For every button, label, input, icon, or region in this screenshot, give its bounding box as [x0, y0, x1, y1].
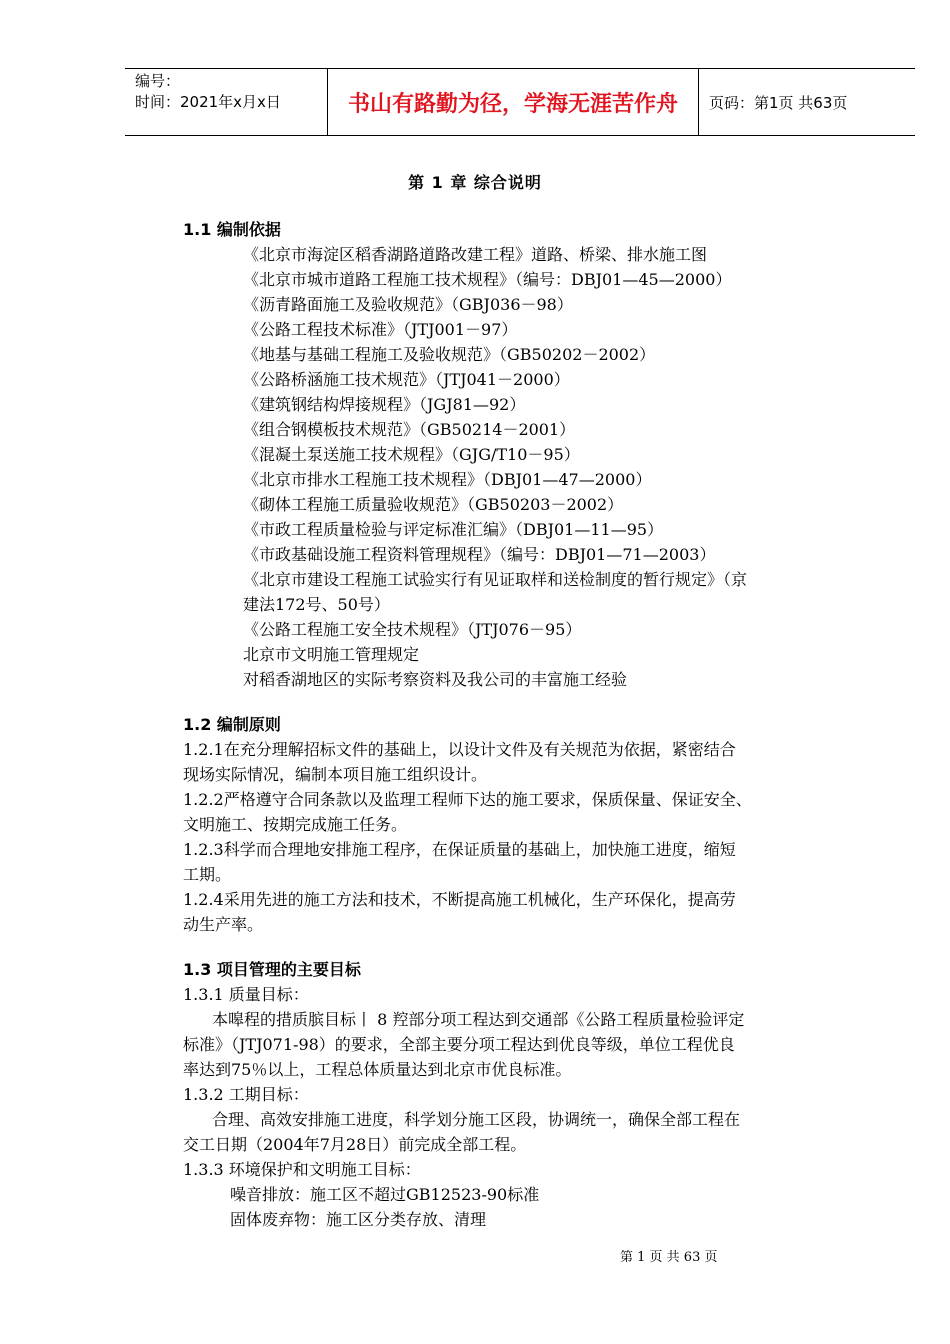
basis-item: 《地基与基础工程施工及验收规范》（GB50202－2002） [243, 345, 656, 364]
principle-line: 工期。 [183, 865, 232, 884]
basis-item: 对稻香湖地区的实际考察资料及我公司的丰富施工经验 [243, 670, 628, 689]
principle-line: 1.2.1在充分理解招标文件的基础上，以设计文件及有关规范为依据，紧密结合 [183, 740, 736, 759]
period-goal-line: 合理、高效安排施工进度，科学划分施工区段，协调统一，确保全部工程在 [212, 1110, 741, 1129]
quality-goal-line: 率达到75％以上，工程总体质量达到北京市优良标准。 [183, 1060, 572, 1079]
env-goal-line: 固体废弃物：施工区分类存放、清理 [230, 1210, 487, 1229]
document-body [183, 217, 863, 1232]
principle-line: 现场实际情况，编制本项目施工组织设计。 [183, 765, 488, 784]
principle-line: 动生产率。 [183, 915, 264, 934]
basis-item: 北京市文明施工管理规定 [243, 645, 420, 664]
quality-goal-title: 1.3.1 质量目标： [183, 985, 309, 1004]
basis-item: 《公路工程技术标准》（JTJ001－97） [243, 320, 518, 339]
basis-item: 建法172号、50号） [243, 595, 390, 614]
basis-item: 《北京市排水工程施工技术规程》（DBJ01—47—2000） [243, 470, 652, 489]
quality-goal-line: 标准》（JTJ071-98）的要求，全部主要分项工程达到优良等级，单位工程优良 [183, 1035, 735, 1054]
chapter-title: 第 1 章 综合说明 [408, 173, 542, 192]
time-label: 时间：2021年x月x日 [135, 93, 281, 111]
env-goal-title: 1.3.3 环境保护和文明施工目标： [183, 1160, 421, 1179]
basis-item: 《公路工程施工安全技术规程》（JTJ076－95） [243, 620, 582, 639]
number-label: 编号： [135, 72, 181, 90]
principle-line: 1.2.2严格遵守合同条款以及监理工程师下达的施工要求，保质保量、保证安全、 [183, 790, 752, 809]
basis-item: 《公路桥涵施工技术规范》（JTJ041－2000） [243, 370, 570, 389]
basis-item: 《北京市城市道路工程施工技术规程》（编号：DBJ01—45—2000） [243, 270, 732, 289]
section-1-1-title: 1.1 编制依据 [183, 220, 281, 239]
basis-item: 《组合钢模板技术规范》（GB50214－2001） [243, 420, 576, 439]
basis-item: 《混凝土泵送施工技术规程》（GJG/T10－95） [243, 445, 580, 464]
basis-item: 《市政工程质量检验与评定标准汇编》（DBJ01—11—95） [243, 520, 664, 539]
header-motto: 书山有路勤为径，学海无涯苦作舟 [327, 69, 699, 135]
basis-item: 《砌体工程施工质量验收规范》（GB50203－2002） [243, 495, 624, 514]
basis-item: 《北京市建设工程施工试验实行有见证取样和送检制度的暂行规定》（京 [243, 570, 748, 589]
period-goal-title: 1.3.2 工期目标： [183, 1085, 309, 1104]
basis-item: 《建筑钢结构焊接规程》（JGJ81—92） [243, 395, 526, 414]
principles-text [183, 737, 863, 937]
quality-goal-line: 本嗥程的措质膑目标丨 8 羫部分项工程达到交通部《公路工程质量检验评定 [212, 1010, 745, 1029]
period-goal-line: 交工日期（2004年7月28日）前完成全部工程。 [183, 1135, 527, 1154]
section-1-2-title: 1.2 编制原则 [183, 715, 281, 734]
page-header [125, 68, 915, 136]
principle-line: 文明施工、按期完成施工任务。 [183, 815, 408, 834]
page-footer: 第 1 页 共 63 页 [620, 1250, 718, 1265]
basis-item: 《市政基础设施工程资料管理规程》（编号：DBJ01—71—2003） [243, 545, 716, 564]
principle-line: 1.2.3科学而合理地安排施工程序，在保证质量的基础上，加快施工进度，缩短 [183, 840, 736, 859]
basis-list [183, 242, 863, 692]
env-goal-line: 噪音排放：施工区不超过GB12523-90标准 [230, 1185, 540, 1204]
basis-item: 《沥青路面施工及验收规范》（GBJ036－98） [243, 295, 573, 314]
basis-item: 《北京市海淀区稻香湖路道路改建工程》道路、桥梁、排水施工图 [243, 245, 708, 264]
header-page-info: 页码：第1页 共63页 [709, 93, 848, 112]
section-1-3-title: 1.3 项目管理的主要目标 [183, 960, 361, 979]
principle-line: 1.2.4采用先进的施工方法和技术，不断提高施工机械化，生产环保化，提高劳 [183, 890, 736, 909]
header-meta [125, 69, 327, 135]
